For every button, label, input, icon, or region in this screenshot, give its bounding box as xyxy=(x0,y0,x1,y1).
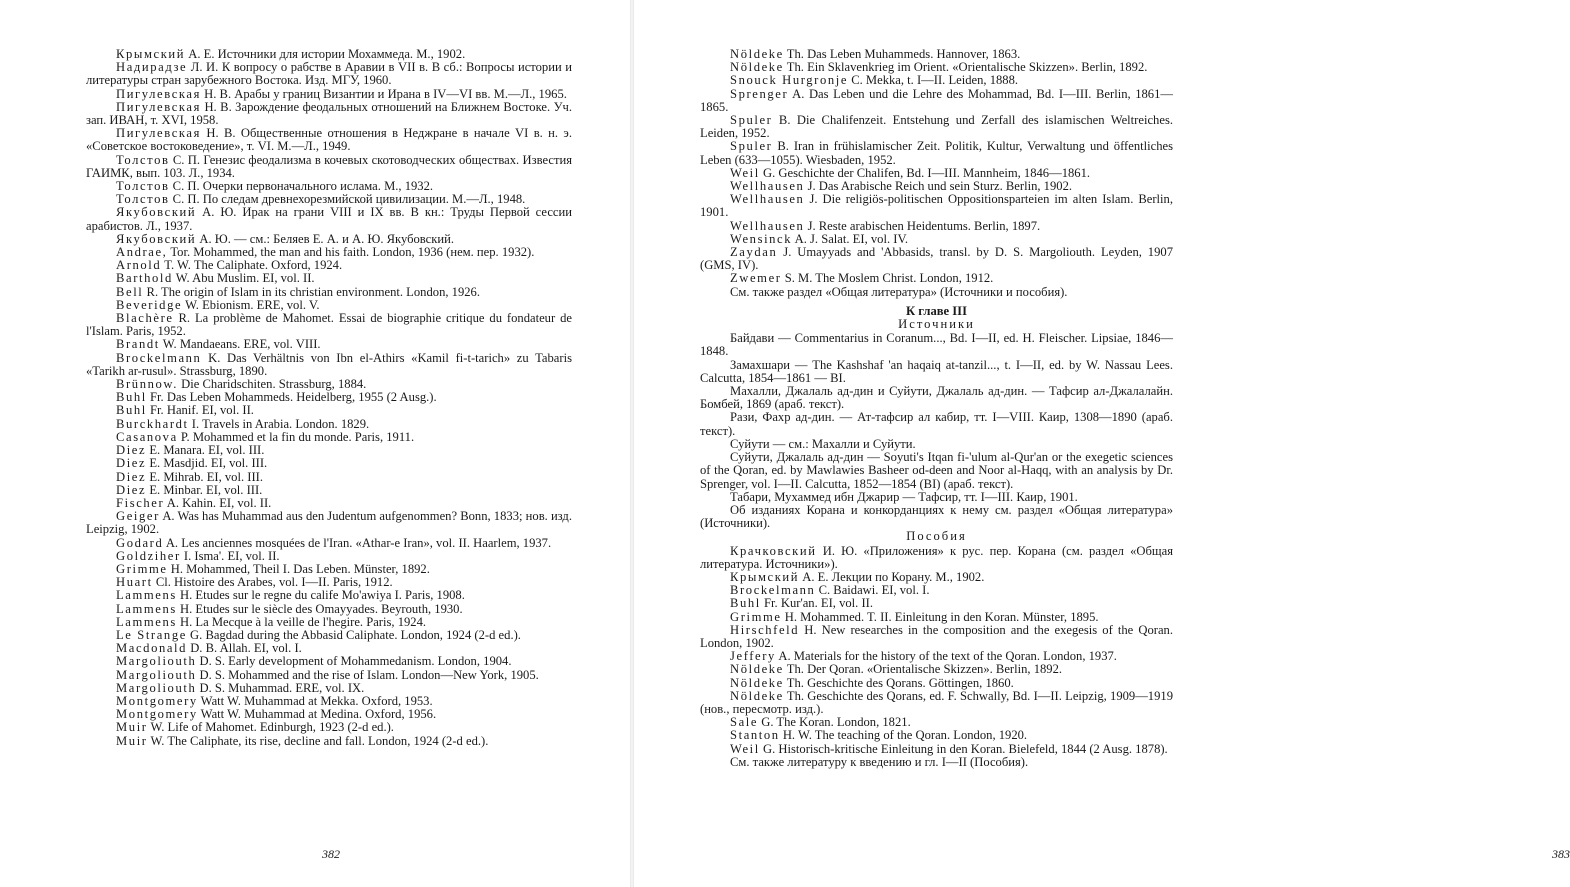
entry-author: Lammens xyxy=(116,601,177,616)
entry-text: Watt W. Muhammad at Mekka. Oxford, 1953. xyxy=(197,693,433,708)
entry-author: Wellhausen xyxy=(730,192,805,207)
entry-author: Muir xyxy=(116,720,148,735)
entry-author: Huart xyxy=(116,575,153,590)
aids-heading: Пособия xyxy=(906,529,967,544)
entry-text: Th. Geschichte des Qorans. Göttingen, 1860. xyxy=(783,675,1014,690)
entry-text: W. Life of Mahomet. Edinburgh, 1923 (2-d ed.). xyxy=(147,720,394,735)
entry-author: Margoliouth xyxy=(116,654,197,669)
entry-text: Th. Das Leben Muhammeds. Hannover, 1863. xyxy=(783,47,1021,61)
left-page xyxy=(0,0,632,887)
bibliography-entry xyxy=(700,114,1173,140)
entry-author: Weil xyxy=(730,165,760,180)
entry-text: Watt W. Muhammad at Medina. Oxford, 1956. xyxy=(197,707,437,722)
entry-author: Muir xyxy=(116,733,148,748)
bibliography-entry xyxy=(86,61,572,87)
entry-author: Крымский xyxy=(116,47,186,61)
entry-text: C. Baidawi. EI, vol. I. xyxy=(815,583,930,598)
entry-text: H. Etudes sur le regne du calife Mo'awiya I. Paris, 1908. xyxy=(176,588,465,603)
entry-author: Andrae, xyxy=(116,245,168,260)
aids-list xyxy=(700,545,1173,769)
entry-text: D. S. Early development of Mohammedanism. London, 1904. xyxy=(196,654,512,669)
entry-text: Die Charidschiten. Strassburg, 1884. xyxy=(178,377,367,392)
entry-text: И. Ю. «Приложения» к рус. пер. Корана (см. раздел «Общая литература. Источники»). xyxy=(700,543,1173,571)
entry-text: G. Historisch-kritische Einleitung in den Koran. Bielefeld, 1844 (2 Ausg. 1878). xyxy=(759,741,1168,756)
entry-author: Пигулевская xyxy=(116,86,201,101)
entry-text: Суйути — см.: Махалли и Суйути. xyxy=(730,436,916,451)
entry-text: A. J. Salat. EI, vol. IV. xyxy=(792,231,909,246)
bibliography-entry xyxy=(700,359,1173,385)
entry-author: Montgomery xyxy=(116,707,198,722)
bibliography-entry xyxy=(86,510,572,536)
entry-author: Пигулевская xyxy=(116,126,201,141)
entry-text: Табари, Мухаммед ибн Джарир — Тафсир, тт. I—III. Каир, 1901. xyxy=(730,489,1078,504)
entry-text: K. Das Verhältnis von Ibn el-Athirs «Kamil fi-t-tarich» zu Tabaris «Tarikh ar-rusul». Strassburg, 1890. xyxy=(86,350,572,378)
entry-author: Nöldeke xyxy=(730,662,784,677)
entry-text: E. Minbar. EI, vol. III. xyxy=(146,482,263,497)
entry-text: D. B. Allah. EI, vol. I. xyxy=(187,641,302,656)
entry-author: Sale xyxy=(730,715,759,730)
entry-text: H. La Mecque à la veille de l'hegire. Paris, 1924. xyxy=(176,614,427,629)
entry-text: Об изданиях Корана и конкорданциях к нему см. раздел «Общая литература» (Источники). xyxy=(700,502,1173,531)
entry-text: H. Mohammed, Theil I. Das Leben. Münster, 1892. xyxy=(167,561,430,576)
sources-heading: Источники xyxy=(898,317,975,332)
entry-author: Burckhardt xyxy=(116,416,189,431)
entry-text: J. Das Arabische Reich und sein Sturz. Berlin, 1902. xyxy=(804,179,1073,194)
entry-text: Tor. Mohammed, the man and his faith. London, 1936 (нем. пер. 1932). xyxy=(167,245,535,260)
entry-text: См. также раздел «Общая литература» (Источники и пособия). xyxy=(730,284,1068,299)
bibliography-entry xyxy=(86,352,572,378)
entry-text: W. Abu Muslim. EI, vol. II. xyxy=(172,271,315,286)
entry-text: С. П. Генезис феодализма в кочевых скотоводческих обществах. Известия ГАИМК, вып. 103. Л., 1934. xyxy=(86,152,572,180)
entry-text: G. Geschichte der Chalifen, Bd. I—III. Mannheim, 1846—1861. xyxy=(759,165,1091,180)
entry-author: Diez xyxy=(116,456,147,471)
entry-author: Fischer xyxy=(116,495,165,510)
entry-author: Lammens xyxy=(116,588,177,603)
bibliography-entry xyxy=(700,246,1173,272)
entry-author: Крачковский xyxy=(730,543,817,558)
right-page xyxy=(636,0,1570,887)
entry-author: Goldziher xyxy=(116,548,181,563)
chapter-heading: К главе III xyxy=(906,303,967,318)
entry-text: A. Kahin. EI, vol. II. xyxy=(164,495,272,510)
entry-text: W. The Caliphate, its rise, decline and fall. London, 1924 (2-d ed.). xyxy=(147,733,489,748)
entry-author: Montgomery xyxy=(116,693,198,708)
entry-author: Brünnow. xyxy=(116,377,179,392)
entry-author: Пигулевская xyxy=(116,99,201,114)
bibliography-entry xyxy=(700,88,1173,114)
entry-text: D. S. Muhammad. ERE, vol. IX. xyxy=(196,680,365,695)
entry-text: Суйути, Джалаль ад-дин — Soyuti's Itqan fi-'ulum al-Qur'an or the exegetic sciences of the Qoran, ed. by Mawlawies Basheer od-deen and Noor al-Haqq, with an analysis by Dr. Sprenger, vol. I—II. Calcutta, 1852—1854 (BI) (араб. текст). xyxy=(700,450,1173,491)
entry-author: Buhl xyxy=(116,403,147,418)
entry-text: J. Die religiös-politischen Oppositionsparteien im alten Islam. Berlin, 1901. xyxy=(700,192,1173,220)
entry-text: H. Mohammed. T. II. Einleitung in den Koran. Münster, 1895. xyxy=(781,609,1099,624)
entry-text: Th. Geschichte des Qorans, ed. F. Schwally, Bd. I—II. Leipzig, 1909—1919 (нов., пересмотр. изд.). xyxy=(700,688,1173,716)
entry-author: Grimme xyxy=(116,561,168,576)
entry-text: Fr. Kur'an. EI, vol. II. xyxy=(760,596,874,611)
entry-author: Wellhausen xyxy=(730,218,805,233)
entry-text: G. The Koran. London, 1821. xyxy=(758,715,911,730)
entry-author: Barthold xyxy=(116,271,173,286)
entry-author: Wensinck xyxy=(730,231,793,246)
bibliography-entry xyxy=(700,140,1173,166)
entry-text: Н. В. Общественные отношения в Неджране в начале VI в. н. э. «Советское востоковедение», т. VI. М.—Л., 1949. xyxy=(86,126,572,154)
bibliography-entry xyxy=(700,756,1173,769)
entry-text: R. The origin of Islam in its christian environment. London, 1926. xyxy=(143,284,480,299)
left-bibliography xyxy=(86,48,572,748)
entry-text: W. Ebionism. ERE, vol. V. xyxy=(182,297,320,312)
right-bibliography xyxy=(700,48,1173,769)
entry-text: Л. И. К вопросу о рабстве в Аравии в VII в. В сб.: Вопросы истории и литературы стран зарубежного Востока. Изд. МГУ, 1960. xyxy=(86,60,572,88)
entry-author: Sprenger xyxy=(730,86,789,101)
entry-author: Blachère xyxy=(116,311,174,326)
entry-author: Margoliouth xyxy=(116,667,197,682)
entry-text: A. Was has Muhammad aus den Judentum aufgenommen? Bonn, 1833; нов. изд. Leipzig, 1902. xyxy=(86,509,572,537)
entry-text: См. также литературу к введению и гл. I—II (Пособия). xyxy=(730,754,1029,769)
entry-text: B. Iran in frühislamischer Zeit. Politik, Kultur, Verwaltung und öffentliches Leben (633—1055). Wiesbaden, 1952. xyxy=(700,139,1173,167)
entry-author: Spuler xyxy=(730,139,773,154)
entry-text: I. Travels in Arabia. London. 1829. xyxy=(188,416,370,431)
entry-author: Diez xyxy=(116,469,147,484)
entry-text: C. Mekka, t. I—II. Leiden, 1888. xyxy=(848,73,1019,88)
bibliography-entry xyxy=(700,385,1173,411)
bibliography-entry xyxy=(86,735,572,748)
entry-author: Geiger xyxy=(116,509,160,524)
entry-author: Stanton xyxy=(730,728,780,743)
entry-text: Рази, Фахр ад-дин. — Ат-тафсир ал кабир, тт. I—VIII. Каир, 1308—1890 (араб. текст). xyxy=(700,410,1173,438)
entry-author: Casanova xyxy=(116,429,178,444)
entry-author: Bell xyxy=(116,284,144,299)
entry-author: Macdonald xyxy=(116,641,188,656)
entry-text: Cl. Histoire des Arabes, vol. I—II. Paris, 1912. xyxy=(152,575,393,590)
sources-list xyxy=(700,332,1173,530)
entry-author: Grimme xyxy=(730,609,782,624)
bibliography-entry xyxy=(700,690,1173,716)
entry-text: Махалли, Джалаль ад-дин и Суйути, Джалаль ад-дин. — Тафсир ал-Джалалайн. Бомбей, 1869 (араб. текст). xyxy=(700,384,1173,412)
bibliography-entry xyxy=(700,193,1173,219)
entry-author: Nöldeke xyxy=(730,688,784,703)
entry-author: Weil xyxy=(730,741,760,756)
entry-text: I. Isma'. EI, vol. II. xyxy=(180,548,280,563)
entry-author: Buhl xyxy=(116,390,147,405)
entry-text: P. Mohammed et la fin du monde. Paris, 1911. xyxy=(177,429,415,444)
entry-text: J. Reste arabischen Heidentums. Berlin, 1897. xyxy=(804,218,1041,233)
entry-text: H. W. The teaching of the Qoran. London, 1920. xyxy=(779,728,1028,743)
entry-text: С. П. Очерки первоначального ислама. М., 1932. xyxy=(169,179,434,194)
entry-text: Fr. Das Leben Mohammeds. Heidelberg, 1955 (2 Ausg.). xyxy=(146,390,437,405)
bibliography-entry xyxy=(700,451,1173,491)
entry-author: Толстов xyxy=(116,192,170,207)
entry-author: Diez xyxy=(116,443,147,458)
right-page-number: 383 xyxy=(1552,847,1570,861)
entry-text: J. Umayyads and 'Abbasids, transl. by D. S. Margoliouth. Leyden, 1907 (GMS, IV). xyxy=(700,245,1173,273)
entry-text: A. Das Leben und die Lehre des Mohammad, Bd. I—III. Berlin, 1861—1865. xyxy=(700,86,1173,114)
entry-author: Beveridge xyxy=(116,297,183,312)
entry-author: Godard xyxy=(116,535,164,550)
bibliography-entry xyxy=(700,545,1173,571)
entry-text: D. S. Mohammed and the rise of Islam. London—New York, 1905. xyxy=(196,667,539,682)
entry-author: Snouck Hurgronje xyxy=(730,73,849,88)
bibliography-entry xyxy=(86,127,572,153)
entry-author: Brockelmann xyxy=(116,350,202,365)
bibliography-entry xyxy=(86,154,572,180)
entry-author: Brockelmann xyxy=(730,583,816,598)
entry-text: Fr. Hanif. EI, vol. II. xyxy=(146,403,254,418)
entry-text: W. Mandaeans. ERE, vol. VIII. xyxy=(159,337,321,352)
entry-author: Lammens xyxy=(116,614,177,629)
entry-text: A. Materials for the history of the text of the Qoran. London, 1937. xyxy=(775,649,1117,664)
entry-text: Байдави — Commentarius in Coranum..., Bd. I—II, ed. H. Fleischer. Lipsiae, 1846—1848. xyxy=(700,331,1173,359)
bibliography-entry xyxy=(700,411,1173,437)
entry-text: A. Les anciennes mosquées de l'Iran. «Athar-e Iran», vol. II. Haarlem, 1937. xyxy=(163,535,552,550)
entry-text: R. La problème de Mahomet. Essai de biographie critique du fondateur de l'Islam. Paris, 1952. xyxy=(86,311,572,339)
entry-text: E. Manara. EI, vol. III. xyxy=(146,443,265,458)
right-top-entries xyxy=(700,48,1173,299)
entry-author: Spuler xyxy=(730,113,773,128)
entry-text: Н. В. Арабы у границ Византии и Ирана в IV—VI вв. М.—Л., 1965. xyxy=(201,86,567,101)
entry-text: Th. Der Qoran. «Orientalische Skizzen». Berlin, 1892. xyxy=(783,662,1063,677)
entry-text: E. Mihrab. EI, vol. III. xyxy=(146,469,263,484)
entry-text: Th. Ein Sklavenkrieg im Orient. «Orientalische Skizzen». Berlin, 1892. xyxy=(783,60,1148,75)
entry-author: Zwemer xyxy=(730,271,782,286)
entry-author: Якубовский xyxy=(116,205,197,220)
entry-text: А. Е. Лекции по Корану. М., 1902. xyxy=(799,569,985,584)
entry-text: А. Е. Источники для истории Мохаммеда. М., 1902. xyxy=(185,47,466,61)
entry-author: Nöldeke xyxy=(730,60,784,75)
entry-text: А. Ю. — см.: Беляев Е. А. и А. Ю. Якубовский. xyxy=(196,231,454,246)
bibliography-entry xyxy=(86,101,572,127)
bibliography-entry xyxy=(700,624,1173,650)
entry-author: Margoliouth xyxy=(116,680,197,695)
entry-text: E. Masdjid. EI, vol. III. xyxy=(146,456,268,471)
left-page-number: 382 xyxy=(322,847,340,861)
entry-author: Толстов xyxy=(116,179,170,194)
bibliography-entry xyxy=(86,206,572,232)
entry-text: T. W. The Caliphate. Oxford, 1924. xyxy=(161,258,343,273)
entry-author: Wellhausen xyxy=(730,179,805,194)
entry-author: Толстов xyxy=(116,152,170,167)
bibliography-entry xyxy=(700,504,1173,530)
bibliography-entry xyxy=(86,312,572,338)
entry-author: Diez xyxy=(116,482,147,497)
entry-author: Buhl xyxy=(730,596,761,611)
entry-author: Якубовский xyxy=(116,231,197,246)
entry-author: Le Strange xyxy=(116,627,187,642)
bibliography-entry xyxy=(700,286,1173,299)
entry-author: Nöldeke xyxy=(730,47,784,61)
entry-text: Н. В. Зарождение феодальных отношений на Ближнем Востоке. Уч. зап. ИВАН, т. XVI, 1958. xyxy=(86,99,572,128)
entry-author: Arnold xyxy=(116,258,162,273)
entry-author: Надирадзе xyxy=(116,60,188,75)
entry-author: Nöldeke xyxy=(730,675,784,690)
entry-author: Zaydan xyxy=(730,245,778,260)
book-gutter xyxy=(630,0,634,887)
entry-text: S. M. The Moslem Christ. London, 1912. xyxy=(781,271,994,286)
entry-text: С. П. По следам древнехорезмийской цивилизации. М.—Л., 1948. xyxy=(169,192,526,207)
entry-text: H. Etudes sur le siècle des Omayyades. Beyrouth, 1930. xyxy=(176,601,463,616)
entry-text: H. New researches in the composition and the exegesis of the Qoran. London, 1902. xyxy=(700,622,1173,650)
entry-text: Замахшари — The Kashshaf 'an haqaiq at-tanzil..., t. I—II, ed. by W. Nassau Lees. Calcutta, 1854—1861 — BI. xyxy=(700,357,1173,385)
bibliography-entry xyxy=(700,332,1173,358)
entry-text: B. Die Chalifenzeit. Entstehung und Zerfall des islamischen Weltreiches. Leiden, 1952. xyxy=(700,113,1173,141)
entry-author: Jeffery xyxy=(730,649,776,664)
entry-text: А. Ю. Ирак на грани VIII и IX вв. В кн.: Труды Первой сессии арабистов. Л., 1937. xyxy=(86,205,572,233)
entry-text: G. Bagdad during the Abbasid Caliphate. London, 1924 (2-d ed.). xyxy=(186,627,521,642)
entry-author: Brandt xyxy=(116,337,160,352)
entry-author: Hirschfeld xyxy=(730,622,800,637)
entry-author: Крымский xyxy=(730,569,800,584)
